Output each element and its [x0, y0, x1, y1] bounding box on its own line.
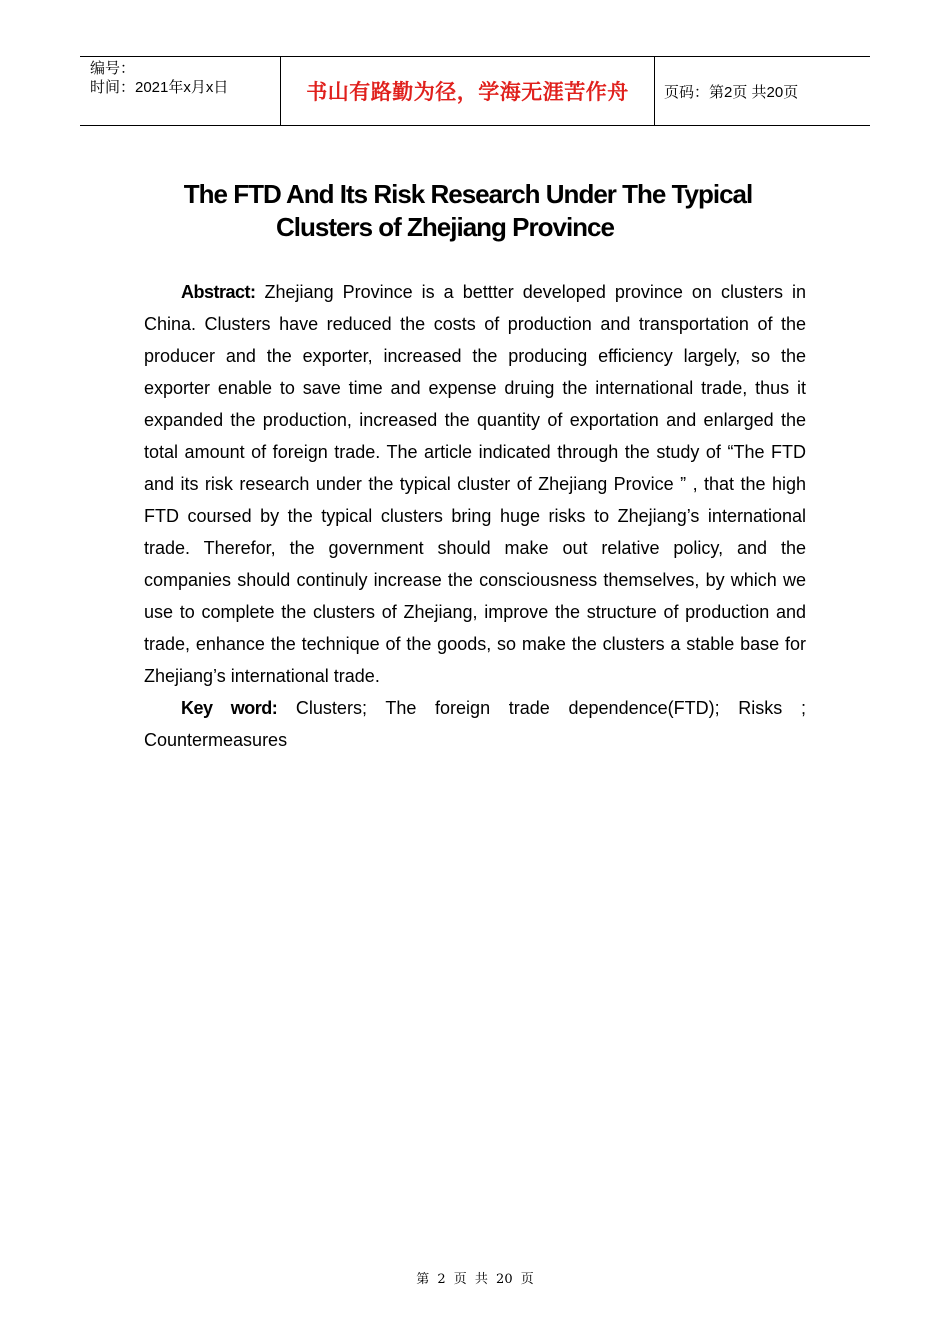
header-motto: 书山有路勤为径，学海无涯苦作舟	[306, 80, 629, 104]
document-date-label: 时间：2021年x月x日	[90, 79, 229, 96]
header-page-info: 页码：第2页 共20页	[664, 83, 799, 101]
abstract-paragraph	[144, 276, 806, 692]
keywords-text: Clusters; The foreign trade dependence(FTD); Risks ; Countermeasures	[144, 698, 806, 750]
abstract-label: Abstract:	[181, 282, 256, 302]
abstract-text: Zhejiang Province is a bettter developed province on clusters in China. Clusters have reduced the costs of production and transportation of the producer and the exporter, increased the producing efficiency largely, so the exporter enable to save time and expense druing the international trade, thus it expanded the production, increased the quantity of exportation and enlarged the total amount of foreign trade. The article indicated through the study of “The FTD and its risk research under the typical cluster of Zhejiang Provice ” , that the high FTD coursed by the typical clusters bring huge risks to Zhejiang’s international trade. Therefor, the government should make out relative policy, and the companies should continuly increase the consciousness themselves, by which we use to complete the clusters of Zhejiang, improve the structure of production and trade, enhance the technique of the goods, so make the clusters a stable base for Zhejiang’s international trade.	[144, 282, 806, 686]
keywords-label: Key word:	[181, 698, 278, 718]
page-footer: 第 2 页 共 20 页	[416, 1272, 534, 1287]
header-motto-cell	[281, 57, 655, 125]
header-meta-cell	[80, 57, 281, 125]
keywords-paragraph	[144, 692, 806, 756]
paper-title	[100, 178, 836, 244]
paper-title-line-1: The FTD And Its Risk Research Under The Typical	[183, 179, 753, 209]
paper-title-line-2: Clusters of Zhejiang Province	[276, 212, 614, 242]
page-header	[80, 56, 870, 126]
header-page-cell	[655, 57, 870, 125]
document-number-label: 编号：	[90, 60, 136, 77]
abstract-section	[144, 276, 806, 756]
